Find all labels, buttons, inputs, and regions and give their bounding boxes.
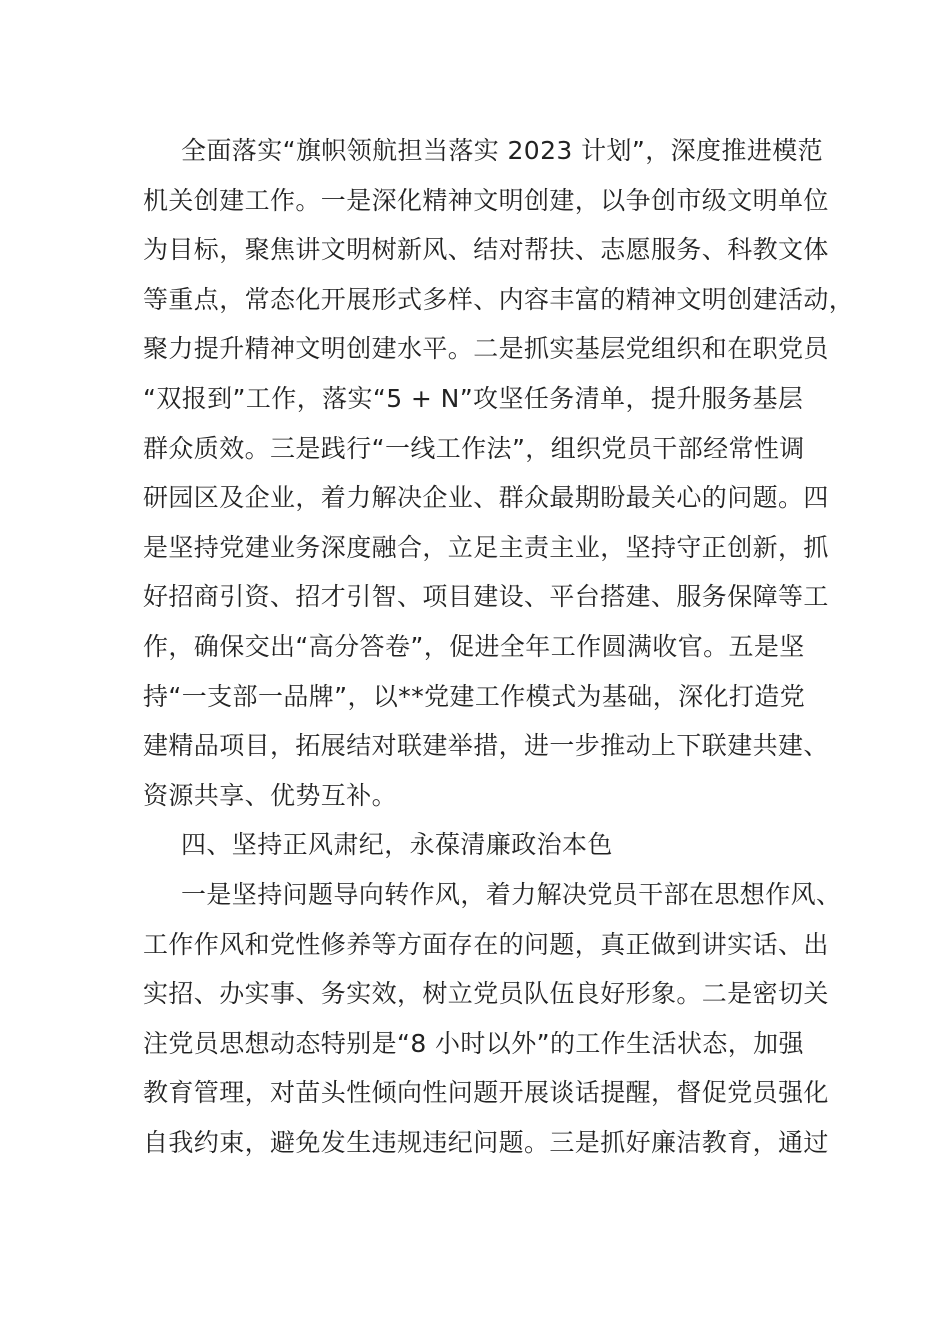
paragraph-line: 作，确保交出“高分答卷”，促进全年工作圆满收官。五是坚 xyxy=(143,631,805,661)
section-heading: 四、坚持正风肃纪，永葆清廉政治本色 xyxy=(181,830,613,860)
paragraph-line: 机关创建工作。一是深化精神文明创建，以争创市级文明单位 xyxy=(143,185,829,215)
paragraph-line: 一是坚持问题导向转作风，着力解决党员干部在思想作风、 xyxy=(181,879,842,909)
paragraph-line: 工作作风和党性修养等方面存在的问题，真正做到讲实话、出 xyxy=(143,929,829,959)
paragraph-line: 注党员思想动态特别是“8 小时以外”的工作生活状态，加强 xyxy=(143,1028,804,1058)
document-body xyxy=(143,126,855,1167)
paragraph-line: 持“一支部一品牌”，以**党建工作模式为基础，深化打造党 xyxy=(143,681,806,711)
paragraph-line: 资源共享、优势互补。 xyxy=(143,780,398,810)
paragraph-line: 全面落实“旗帜领航担当落实 2023 计划”，深度推进模范 xyxy=(181,136,824,165)
paragraph-line: 研园区及企业，着力解决企业、群众最期盼最关心的问题。四 xyxy=(143,483,829,513)
paragraph-line: 等重点，常态化开展形式多样、内容丰富的精神文明创建活动， xyxy=(143,284,855,314)
paragraph-line: 自我约束，避免发生违规违纪问题。三是抓好廉洁教育，通过 xyxy=(143,1127,829,1157)
paragraph-line: 教育管理，对苗头性倾向性问题开展谈话提醒，督促党员强化 xyxy=(143,1078,829,1108)
paragraph-line: 建精品项目，拓展结对联建举措，进一步推动上下联建共建、 xyxy=(143,731,829,761)
paragraph-line: 为目标，聚焦讲文明树新风、结对帮扶、志愿服务、科教文体 xyxy=(143,235,829,265)
paragraph-line: 聚力提升精神文明创建水平。二是抓实基层党组织和在职党员 xyxy=(143,334,829,364)
paragraph-line: 是坚持党建业务深度融合，立足主责主业，坚持守正创新，抓 xyxy=(143,532,829,562)
paragraph-line: 群众质效。三是践行“一线工作法”，组织党员干部经常性调 xyxy=(143,433,805,463)
paragraph-line: 好招商引资、招才引智、项目建设、平台搭建、服务保障等工 xyxy=(143,582,829,612)
paragraph-line: 实招、办实事、务实效，树立党员队伍良好形象。二是密切关 xyxy=(143,979,829,1009)
paragraph-line: “双报到”工作，落实“5 + N”攻坚任务清单，提升服务基层 xyxy=(143,383,804,413)
